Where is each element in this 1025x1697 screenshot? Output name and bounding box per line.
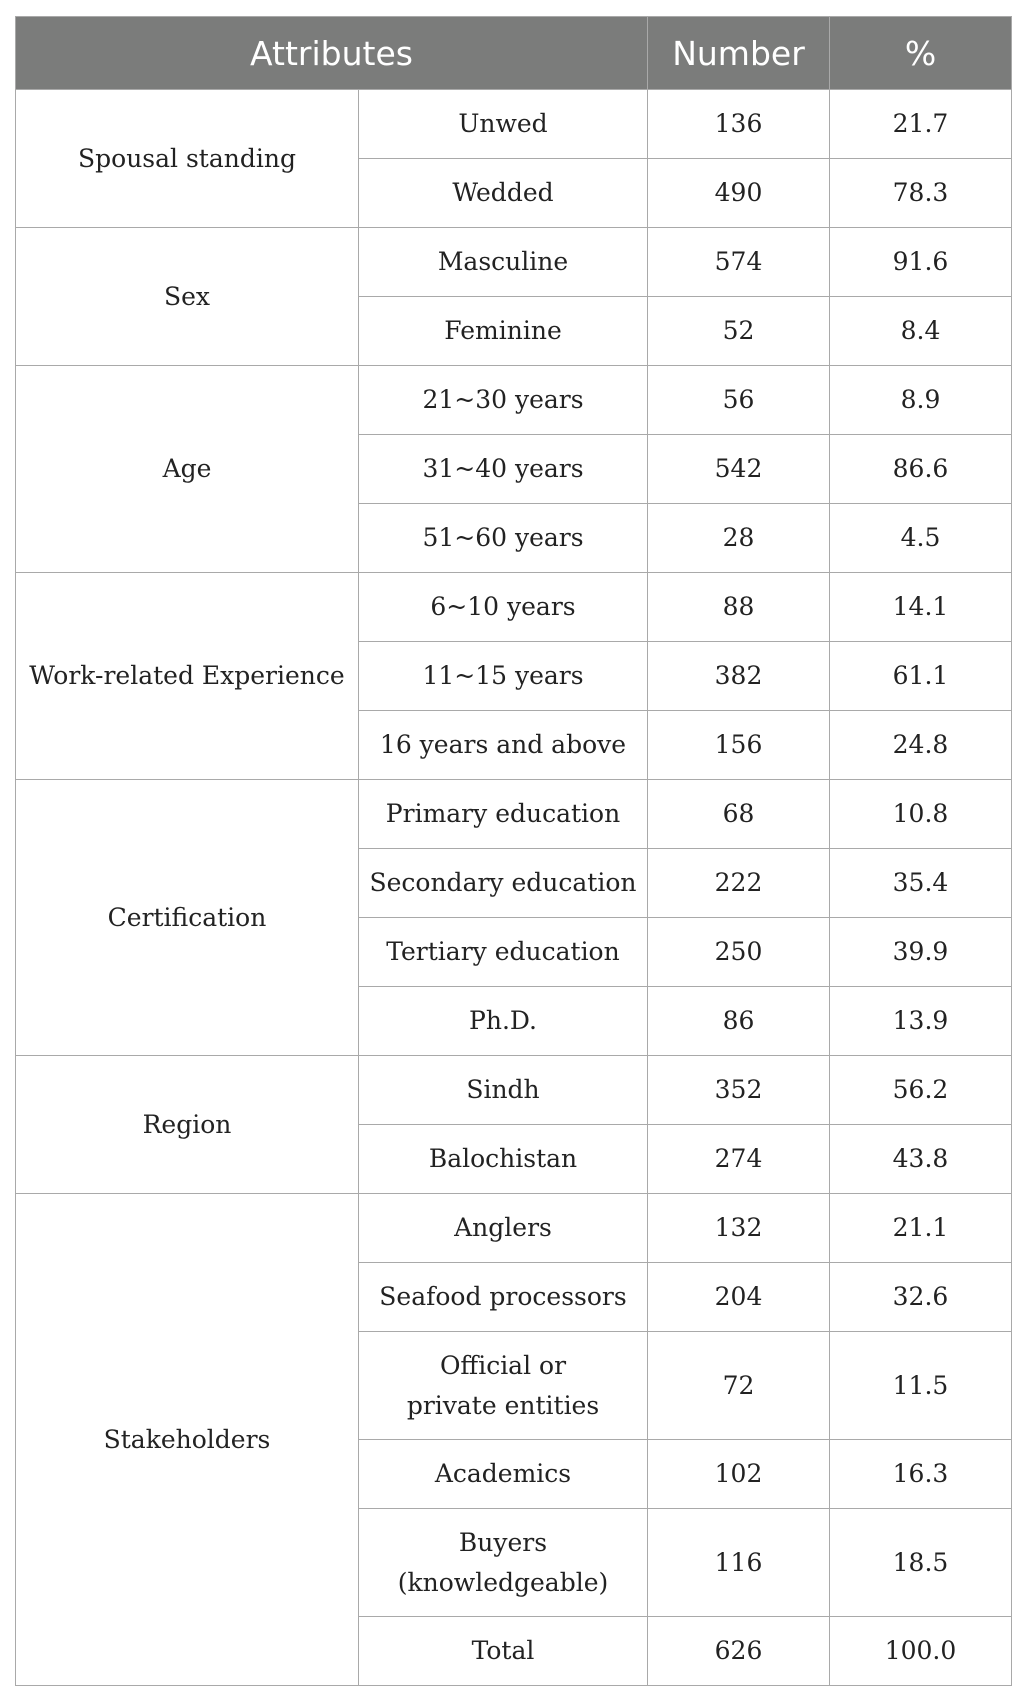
row-label <box>359 1332 648 1440</box>
row-percent: 32.6 <box>830 1263 1012 1332</box>
row-label: Tertiary education <box>359 918 648 987</box>
row-label: 11~15 years <box>359 642 648 711</box>
row-number: 56 <box>648 366 830 435</box>
row-label: Total <box>359 1617 648 1686</box>
row-number: 72 <box>648 1332 830 1440</box>
row-label: Balochistan <box>359 1125 648 1194</box>
demographics-table <box>15 16 1012 1686</box>
group-label: Certification <box>16 780 359 1056</box>
group-label: Sex <box>16 228 359 366</box>
row-label: Unwed <box>359 90 648 159</box>
row-percent: 35.4 <box>830 849 1012 918</box>
row-label: Secondary education <box>359 849 648 918</box>
row-percent: 39.9 <box>830 918 1012 987</box>
row-label-line: (knowledgeable) <box>397 1567 609 1597</box>
row-percent: 21.1 <box>830 1194 1012 1263</box>
header-attributes: Attributes <box>16 17 648 90</box>
table-row <box>16 90 1012 159</box>
row-label-line: Buyers <box>458 1527 548 1557</box>
group-label: Work-related Experience <box>16 573 359 780</box>
row-number: 626 <box>648 1617 830 1686</box>
group-label: Spousal standing <box>16 90 359 228</box>
row-number: 204 <box>648 1263 830 1332</box>
row-percent: 61.1 <box>830 642 1012 711</box>
table-row <box>16 366 1012 435</box>
row-percent: 11.5 <box>830 1332 1012 1440</box>
table-row <box>16 1056 1012 1125</box>
row-number: 86 <box>648 987 830 1056</box>
row-percent: 13.9 <box>830 987 1012 1056</box>
row-percent: 43.8 <box>830 1125 1012 1194</box>
row-number: 574 <box>648 228 830 297</box>
row-number: 222 <box>648 849 830 918</box>
row-percent: 91.6 <box>830 228 1012 297</box>
header-percent: % <box>830 17 1012 90</box>
group-label: Age <box>16 366 359 573</box>
row-number: 28 <box>648 504 830 573</box>
row-label: Feminine <box>359 297 648 366</box>
row-label: 21~30 years <box>359 366 648 435</box>
row-number: 542 <box>648 435 830 504</box>
row-percent: 21.7 <box>830 90 1012 159</box>
row-number: 88 <box>648 573 830 642</box>
row-label: Anglers <box>359 1194 648 1263</box>
row-percent: 78.3 <box>830 159 1012 228</box>
row-label: 31~40 years <box>359 435 648 504</box>
header-row <box>16 17 1012 90</box>
row-label: Sindh <box>359 1056 648 1125</box>
row-percent: 14.1 <box>830 573 1012 642</box>
row-percent: 8.9 <box>830 366 1012 435</box>
row-percent: 18.5 <box>830 1509 1012 1617</box>
row-number: 68 <box>648 780 830 849</box>
table-row <box>16 1194 1012 1263</box>
row-percent: 16.3 <box>830 1440 1012 1509</box>
row-number: 136 <box>648 90 830 159</box>
row-percent: 10.8 <box>830 780 1012 849</box>
group-label: Region <box>16 1056 359 1194</box>
row-label: Primary education <box>359 780 648 849</box>
row-percent: 4.5 <box>830 504 1012 573</box>
table-row <box>16 228 1012 297</box>
row-percent: 56.2 <box>830 1056 1012 1125</box>
row-number: 274 <box>648 1125 830 1194</box>
row-percent: 86.6 <box>830 435 1012 504</box>
table-row <box>16 780 1012 849</box>
row-number: 52 <box>648 297 830 366</box>
row-number: 116 <box>648 1509 830 1617</box>
header-number: Number <box>648 17 830 90</box>
table-row <box>16 573 1012 642</box>
row-label-line: Official or <box>439 1350 567 1380</box>
group-label: Stakeholders <box>16 1194 359 1686</box>
row-label: Academics <box>359 1440 648 1509</box>
row-number: 382 <box>648 642 830 711</box>
row-label: 6~10 years <box>359 573 648 642</box>
row-label: Seafood processors <box>359 1263 648 1332</box>
row-number: 132 <box>648 1194 830 1263</box>
row-number: 250 <box>648 918 830 987</box>
row-percent: 8.4 <box>830 297 1012 366</box>
row-label: Ph.D. <box>359 987 648 1056</box>
row-label-line: private entities <box>406 1390 600 1420</box>
row-percent: 24.8 <box>830 711 1012 780</box>
row-label: Wedded <box>359 159 648 228</box>
row-label: 16 years and above <box>359 711 648 780</box>
row-number: 156 <box>648 711 830 780</box>
row-number: 352 <box>648 1056 830 1125</box>
row-label: 51~60 years <box>359 504 648 573</box>
row-label: Masculine <box>359 228 648 297</box>
row-number: 102 <box>648 1440 830 1509</box>
row-number: 490 <box>648 159 830 228</box>
row-label <box>359 1509 648 1617</box>
row-percent: 100.0 <box>830 1617 1012 1686</box>
